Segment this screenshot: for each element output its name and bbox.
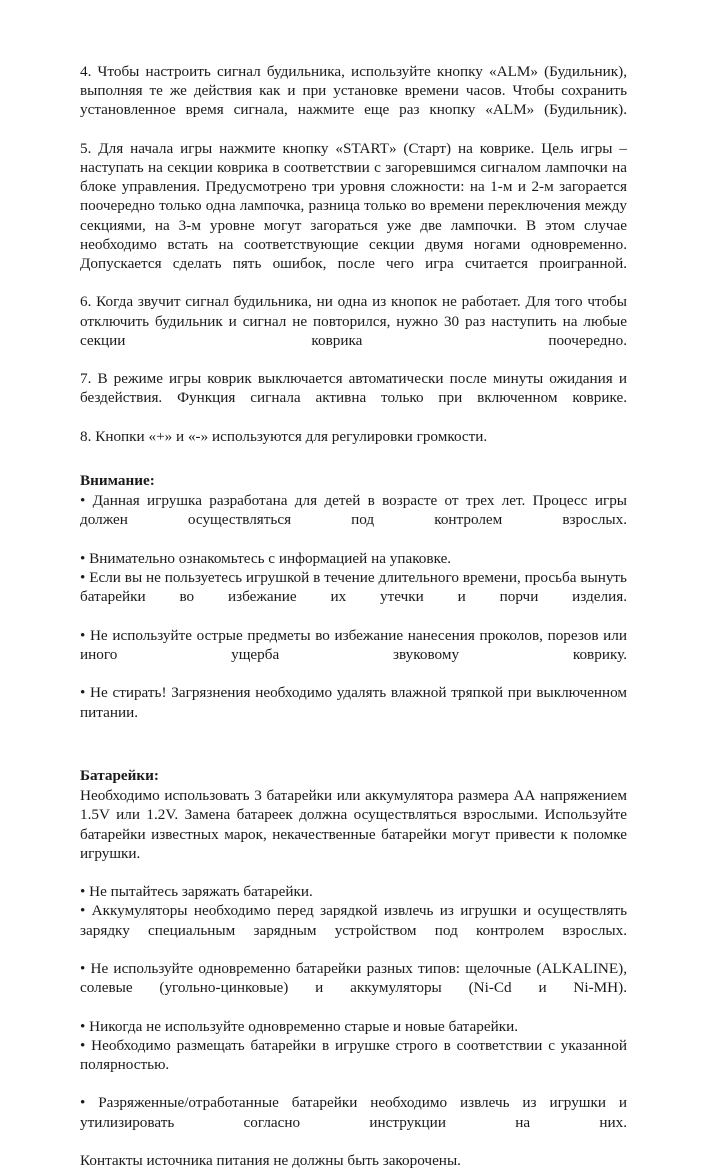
warning-item-packaging: • Внимательно ознакомьтесь с информацией на упаковке.	[80, 549, 452, 567]
page-content	[80, 62, 627, 1170]
instruction-6: 6. Когда звучит сигнал будильника, ни одна из кнопок не работает. Для того чтобы отключить будильник и сигнал не повторился, нужно 30 раз наступить на любые секции коврика поочередно.	[80, 293, 627, 349]
batteries-closing: Контакты источника питания не должны быть закорочены.	[80, 1151, 461, 1169]
warning-item-age: • Данная игрушка разработана для детей в возрасте от трех лет. Процесс игры должен осуществляться под контролем взрослых.	[80, 492, 627, 529]
batteries-intro: Необходимо использовать 3 батарейки или аккумулятора размера АА напряжением 1.5V или 1.2V. Замена батареек должна осуществляться взрослыми. Используйте батарейки известных марок, некачественные батарейки могут привести к поломке игрушки.	[80, 787, 627, 862]
battery-item-old-new: • Никогда не используйте одновременно старые и новые батарейки.	[80, 1017, 518, 1035]
instruction-8: 8. Кнопки «+» и «-» используются для регулировки громкости.	[80, 427, 488, 445]
instruction-7: 7. В режиме игры коврик выключается автоматически после минуты ожидания и бездействия. Функция сигнала активна только при включенном коврике.	[80, 370, 627, 407]
battery-item-disposal: • Разряженные/отработанные батарейки необходимо извлечь из игрушки и утилизировать согласно инструкции на них.	[80, 1094, 627, 1131]
warning-heading: Внимание:	[80, 472, 155, 490]
warning-item-remove-batteries: • Если вы не пользуетесь игрушкой в течение длительного времени, просьба вынуть батарейки во избежание их утечки и порчи изделия.	[80, 569, 627, 606]
instruction-4: 4. Чтобы настроить сигнал будильника, используйте кнопку «ALM» (Будильник), выполняя те же действия как и при установке времени часов. Чтобы сохранить установленное время сигнала, нажмите еще раз кнопку «ALM» (Будильник).	[80, 63, 627, 119]
battery-item-accumulators: • Аккумуляторы необходимо перед зарядкой извлечь из игрушки и осуществлять зарядку специальным зарядным устройством под контролем взрослых.	[80, 902, 627, 939]
battery-item-polarity: • Необходимо размещать батарейки в игрушке строго в соответствии с указанной полярностью.	[80, 1036, 627, 1073]
batteries-heading: Батарейки:	[80, 766, 159, 784]
battery-item-mixed-types: • Не используйте одновременно батарейки разных типов: щелочные (ALKALINE), солевые (угольно-цинковые) и аккумуляторы (Ni-Cd и Ni-MH).	[80, 959, 627, 997]
section-spacer	[80, 446, 627, 471]
battery-item-no-charge: • Не пытайтесь заряжать батарейки.	[80, 883, 313, 901]
warning-item-sharp-objects: • Не используйте острые предметы во избежание нанесения проколов, порезов или иного ущерба звуковому коврику.	[80, 626, 627, 663]
section-spacer	[80, 741, 627, 766]
instruction-5: 5. Для начала игры нажмите кнопку «START» (Старт) на коврике. Цель игры – наступать на секции коврика в соответствии с загоревшимся сигналом лампочки на блоке управления. Предусмотрено три уровня сложности: на 1-м и 2-м загорается поочередно только одна лампочка, разница только во времени переключения между секциями, на 3-м уровне могут загораться уже две лампочки. В этом случае необходимо встать на соответствующие секции двумя ногами одновременно. Допускается сделать пять ошибок, после чего игра считается проигранной.	[80, 139, 627, 273]
warning-item-no-washing: • Не стирать! Загрязнения необходимо удалять влажной тряпкой при выключенном питании.	[80, 684, 627, 721]
